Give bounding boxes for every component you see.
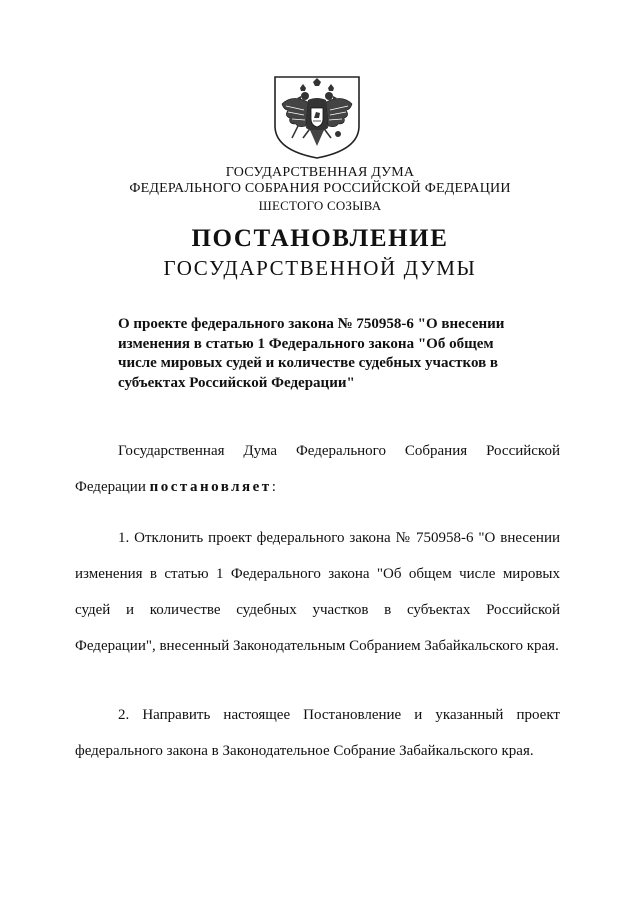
resolution-item-1: 1. Отклонить проект федерального закона № 750958-6 "О внесении изменения в статью 1 Федерального закона "Об общем числе мировых судей и количестве судебных участков в субъектах Российской Федерации", внесенный Законодательным Собранием Забайкальского края. [75, 530, 560, 654]
preamble-verb: постановляет [149, 479, 272, 495]
preamble-paragraph [75, 433, 560, 505]
header-federal-assembly: ФЕДЕРАЛЬНОГО СОБРАНИЯ РОССИЙСКОЙ ФЕДЕРАЦИИ [129, 181, 511, 196]
subject-line: изменения в статью 1 Федерального закона "Об общем [118, 335, 494, 352]
subject-line: субъектах Российской Федерации" [118, 374, 355, 391]
document-subject [118, 315, 528, 393]
coat-of-arms-emblem [272, 74, 362, 160]
subject-line: О проекте федерального закона № 750958-6 "О внесении [118, 316, 505, 332]
header-duma: ГОСУДАРСТВЕННАЯ ДУМА [225, 165, 415, 180]
preamble-colon: : [271, 479, 276, 495]
header-convocation: ШЕСТОГО СОЗЫВА [258, 198, 382, 213]
preamble-text: Государственная Дума Федерального Собрания Российской Федерации [75, 443, 560, 495]
document-subtitle: ГОСУДАРСТВЕННОЙ ДУМЫ [163, 256, 477, 280]
resolution-item-2: 2. Направить настоящее Постановление и указанный проект федерального закона в Законодательное Собрание Забайкальского края. [75, 707, 560, 759]
document-title: ПОСТАНОВЛЕНИЕ [191, 225, 449, 252]
subject-line: числе мировых судей и количестве судебных участков в [118, 355, 499, 371]
